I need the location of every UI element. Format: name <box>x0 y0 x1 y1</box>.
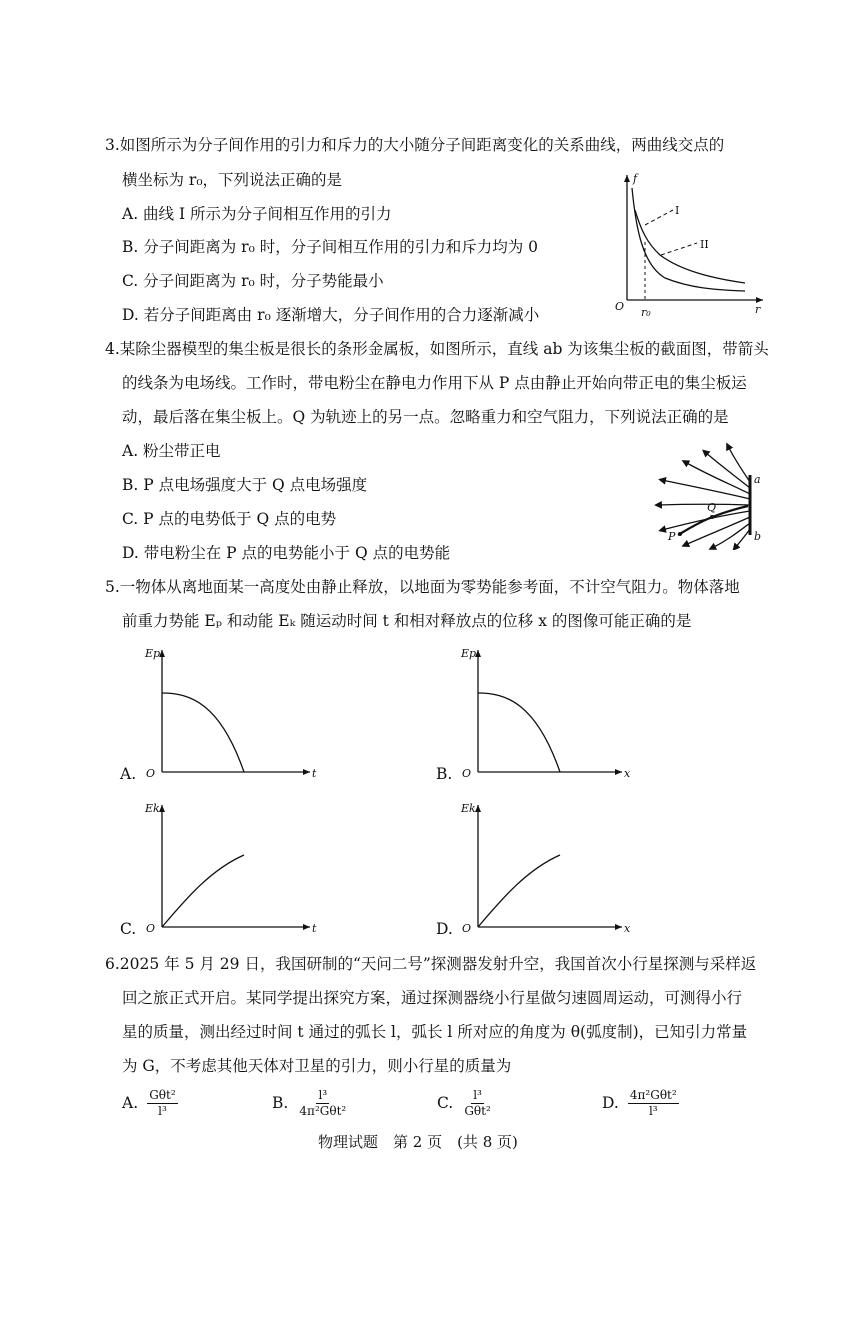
q5-graph-c <box>140 800 325 940</box>
q3-leader-i <box>645 210 673 225</box>
q6-option-c-fraction <box>462 1088 492 1119</box>
q6-option-b <box>272 1088 348 1119</box>
q5-graph-b-curve <box>478 693 560 772</box>
q4-option-a: A. 粉尘带正电 <box>122 442 221 460</box>
q6-stem-line2: 回之旅正式开启。某同学提出探究方案，通过探测器绕小行星做匀速圆周运动，可测得小行 <box>122 989 743 1007</box>
q6-option-d-label: D. <box>602 1094 619 1112</box>
q3-option-d: D. 若分子间距离由 r₀ 逐渐增大，分子间作用的合力逐渐减小 <box>122 306 540 324</box>
q6-stem-line4: 为 G，不考虑其他天体对卫星的引力，则小行星的质量为 <box>122 1057 512 1075</box>
q5-graph-b-origin: O <box>462 767 472 780</box>
q5-graph-a-ylabel: Ep <box>145 647 161 660</box>
q3-r0-label: r₀ <box>641 306 651 319</box>
q4-label-a: a <box>754 473 761 486</box>
q3-curve-i-label: I <box>675 204 680 217</box>
q5-graph-b-ylabel: Ep <box>461 647 477 660</box>
q3-curve-ii <box>635 210 745 283</box>
q3-curve-ii-label: II <box>700 238 709 251</box>
q4-point-p <box>678 532 682 536</box>
q5-graph-b-option: B. <box>436 765 453 783</box>
q6-option-a-den: l³ <box>158 1104 167 1118</box>
q6-option-a-num: Gθt² <box>149 1088 176 1102</box>
q5-graph-b <box>456 645 641 785</box>
q4-label-p: P <box>668 530 676 543</box>
q4-option-d: D. 带电粉尘在 P 点的电势能小于 Q 点的电势能 <box>122 544 451 562</box>
q5-graph-c-origin: O <box>146 922 156 935</box>
page-footer: 物理试题 第 2 页 (共 8 页) <box>318 1133 518 1151</box>
q5-graph-b-xlabel: x <box>624 767 631 780</box>
q4-option-b: B. P 点电场强度大于 Q 点电场强度 <box>122 476 368 494</box>
q3-stem-line2: 横坐标为 r₀，下列说法正确的是 <box>122 171 343 189</box>
q4-stem-line3: 动，最后落在集尘板上。Q 为轨迹上的另一点。忽略重力和空气阻力，下列说法正确的是 <box>122 408 729 426</box>
q5-graph-a <box>140 645 325 785</box>
q3-y-label: f <box>633 172 638 185</box>
q5-graph-d-option: D. <box>436 920 453 938</box>
q5-graph-a-option: A. <box>120 765 137 783</box>
q3-x-label: r <box>755 303 761 316</box>
q6-option-d <box>602 1088 679 1119</box>
q3-force-figure <box>605 170 770 320</box>
q6-option-b-den: 4π²Gθt² <box>299 1104 347 1118</box>
q6-stem-line1: 6.2025 年 5 月 29 日，我国研制的“天问二号”探测器发射升空，我国首次小行星探测与采样返 <box>105 955 757 973</box>
q6-option-b-num: l³ <box>318 1088 328 1102</box>
q3-curve-i <box>632 188 745 291</box>
q6-option-c-den: Gθt² <box>464 1104 491 1118</box>
q3-origin: O <box>615 300 625 313</box>
q5-graph-d-curve <box>478 855 560 927</box>
q6-option-d-num: 4π²Gθt² <box>629 1088 677 1102</box>
q5-graph-d-xlabel: x <box>624 922 631 935</box>
q3-y-arrow <box>624 175 630 182</box>
q3-leader-ii <box>661 243 697 255</box>
q6-option-c-label: C. <box>437 1094 454 1112</box>
q5-graph-c-ylabel: Ek <box>145 802 160 815</box>
q5-graph-c-xlabel: t <box>312 922 317 935</box>
q3-option-a: A. 曲线 I 所示为分子间相互作用的引力 <box>122 205 392 223</box>
q6-option-a-fraction <box>147 1088 177 1119</box>
q6-option-b-fraction <box>297 1088 348 1119</box>
q5-graph-c-option: C. <box>120 920 137 938</box>
q6-stem-line3: 星的质量，测出经过时间 t 通过的弧长 l，弧长 l 所对应的角度为 θ(弧度制)，已知引力常量 <box>122 1023 748 1041</box>
q5-graph-d <box>456 800 641 940</box>
q4-label-b: b <box>754 530 762 543</box>
q5-graph-a-origin: O <box>146 767 156 780</box>
q5-graph-d-origin: O <box>462 922 472 935</box>
q6-option-c <box>437 1088 493 1119</box>
q4-option-c: C. P 点的电势低于 Q 点的电势 <box>122 510 337 528</box>
q5-graph-c-curve <box>162 855 244 927</box>
q6-option-a <box>122 1088 178 1119</box>
q6-option-a-label: A. <box>122 1094 139 1112</box>
q4-stem-line2: 的线条为电场线。工作时，带电粉尘在静电力作用下从 P 点由静止开始向带正电的集尘板运 <box>122 374 747 392</box>
q6-option-d-den: l³ <box>648 1104 658 1118</box>
q5-graph-a-curve <box>162 693 244 772</box>
q6-option-b-label: B. <box>272 1094 289 1112</box>
q3-stem-line1: 3.如图所示为分子间作用的引力和斥力的大小随分子间距离变化的关系曲线，两曲线交点的 <box>105 136 725 154</box>
q5-stem-line2: 前重力势能 Eₚ 和动能 Eₖ 随运动时间 t 和相对释放点的位移 x 的图像可能正确的是 <box>122 612 692 630</box>
q4-label-q: Q <box>707 501 717 514</box>
q5-graph-d-ylabel: Ek <box>461 802 476 815</box>
q3-option-b: B. 分子间距离为 r₀ 时，分子间相互作用的引力和斥力均为 0 <box>122 238 539 256</box>
q4-field-figure <box>650 440 770 550</box>
q4-point-q <box>710 515 714 519</box>
q6-option-d-fraction <box>628 1088 679 1119</box>
q3-option-c: C. 分子间距离为 r₀ 时，分子势能最小 <box>122 272 384 290</box>
q4-stem-line1: 4.某除尘器模型的集尘板是很长的条形金属板，如图所示，直线 ab 为该集尘板的截面图，带箭头 <box>105 340 769 358</box>
q5-graph-a-xlabel: t <box>312 767 317 780</box>
q6-option-c-num: l³ <box>473 1088 482 1102</box>
q5-stem-line1: 5.一物体从离地面某一高度处由静止释放，以地面为零势能参考面，不计空气阻力。物体落地 <box>105 578 740 596</box>
